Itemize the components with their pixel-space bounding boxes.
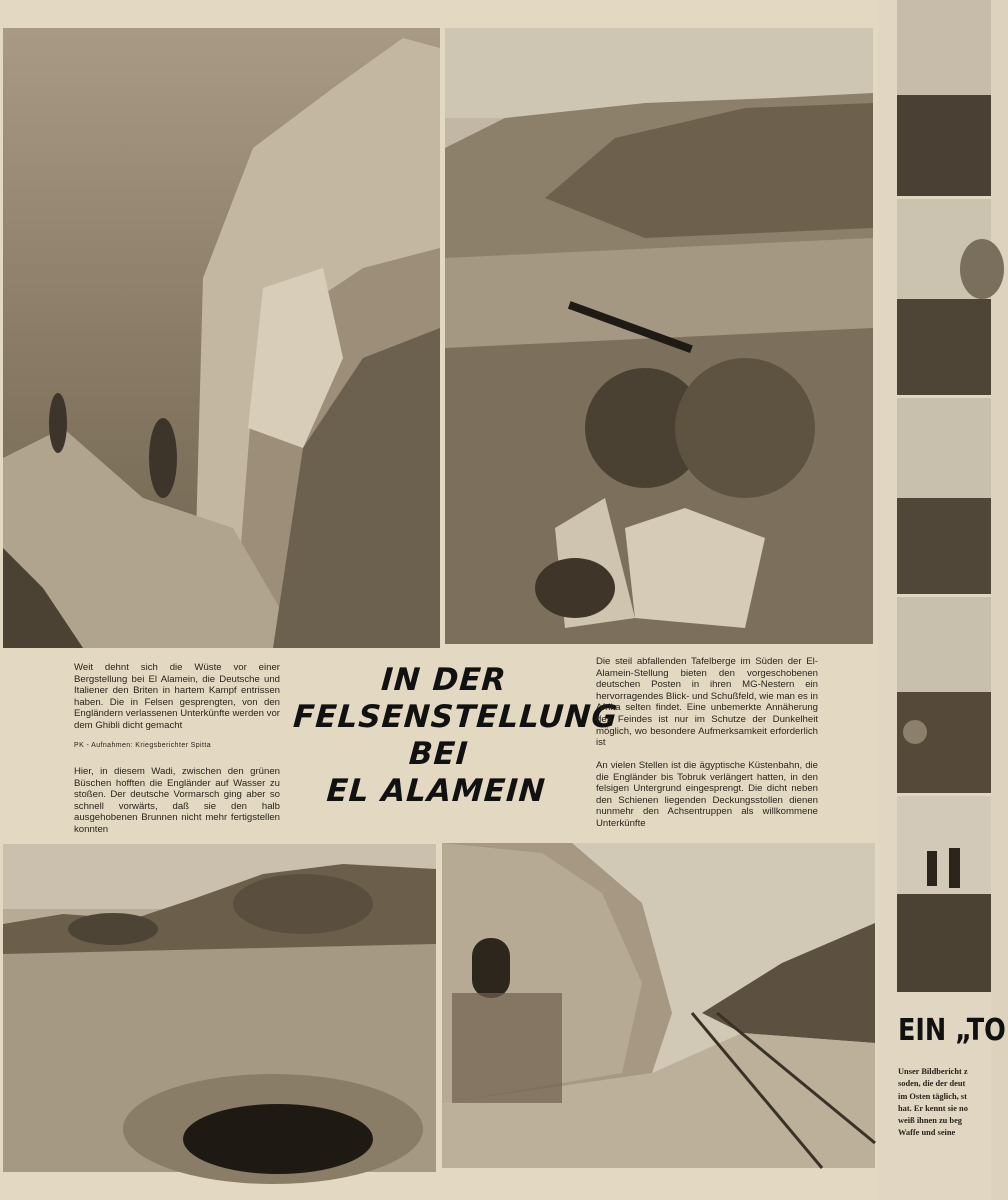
photo-mg-nest	[445, 28, 873, 644]
next-page-text	[898, 1066, 1008, 1140]
next-page-text-line-1: Unser Bildbericht z	[898, 1067, 968, 1076]
caption-bottom-left: Hier, in diesem Wadi, zwischen den grünen Büschen hofften die Engländer auf Wasser zu stoßen. Der deutsche Vormarsch ging aber so schnell vorwärts, daß sie den halb ausgehobenen Brunnen nicht mehr fertigstellen konnten	[74, 766, 280, 835]
next-page-text-line-5: weiß ihnen zu beg	[898, 1116, 962, 1126]
next-page-text-line-3: im Osten täglich, st	[898, 1091, 967, 1101]
photo-wadi-well-image	[3, 844, 436, 1172]
photo-rock-outcrop	[3, 28, 440, 648]
next-page-text-line-4: hat. Er kennt sie no	[898, 1103, 968, 1113]
article-headline	[287, 662, 620, 810]
strip-photo-4-image	[897, 597, 991, 793]
headline-line-1: IN DER	[380, 662, 508, 698]
strip-photo-3	[897, 398, 991, 594]
strip-photo-2	[897, 199, 991, 395]
headline-line-4: EL ALAMEIN	[325, 773, 547, 809]
next-page-text-line-2: soden, die der deut	[898, 1079, 966, 1089]
headline-line-2: FELSENSTELLUNG	[292, 699, 620, 735]
photo-wadi-well	[3, 844, 436, 1172]
strip-photo-2-image	[897, 199, 991, 395]
photo-mg-nest-image	[445, 28, 873, 644]
headline-line-3: BEI	[407, 736, 470, 772]
caption-bottom-right: An vielen Stellen ist die ägyptische Küstenbahn, die die Engländer bis Tobruk verlängert hatten, in den felsigen Untergrund eingesprengt. Die dicht neben den Schienen liegenden Deckungsstollen dienen nunmehr den Achsentruppen als willkommene Unterkünfte	[596, 760, 818, 829]
next-page-text-line-6: Waffe und seine	[898, 1128, 956, 1138]
caption-top-left: Weit dehnt sich die Wüste vor einer Bergstellung bei El Alamein, die Deutsche und Italiener den Briten in hartem Kampf entrissen haben. Die in Felsen gesprengten, von den Engländern verlassenen Unterkünfte werden vor dem Ghibli dicht gemacht	[74, 662, 280, 731]
caption-top-right: Die steil abfallenden Tafelberge im Süden der El-Alamein-Stellung bieten den vorgeschobenen deutschen Posten in ihren MG-Nestern ein hervorragendes Blick- und Schußfeld, wie man es in Afrika selten findet. Eine unbemerkte Annäherung des Feindes ist nur im Schutze der Dunkelheit möglich, wo besondere Aufmerksamkeit erforderlich ist	[596, 656, 818, 749]
strip-photo-4	[897, 597, 991, 793]
strip-photo-1-image	[897, 0, 991, 196]
strip-photo-1	[897, 0, 991, 196]
photo-rock-outcrop-image	[3, 28, 440, 648]
photo-credit: PK - Aufnahmen: Kriegsberichter Spitta	[74, 742, 211, 749]
strip-photo-3-image	[897, 398, 991, 594]
strip-photo-5-image	[897, 796, 991, 992]
next-page-strip	[878, 0, 1006, 1200]
photo-railway-cut	[442, 843, 875, 1168]
photo-railway-cut-image	[442, 843, 875, 1168]
next-page-headline: EIN „TO	[898, 1013, 1006, 1048]
strip-photo-5	[897, 796, 991, 992]
